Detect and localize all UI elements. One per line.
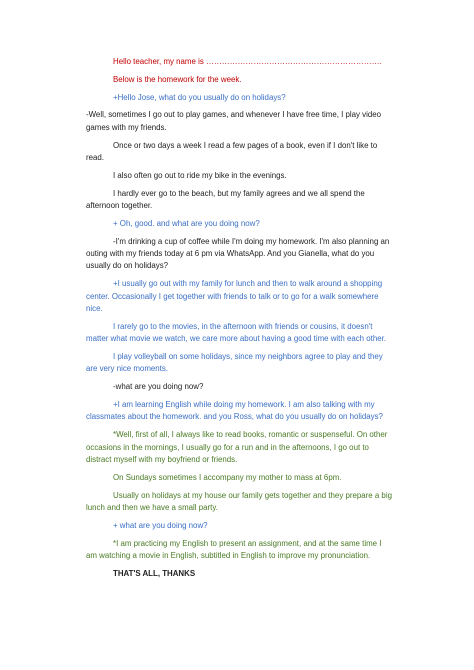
answer-jose-reading: Once or two days a week I read a few pages of a book, even if I don't like to read. — [86, 140, 378, 162]
answer-gianella-lunch: +I usually go out with my family for lunch and then to walk around a shopping center. Occasionally I get together with friends to talk or to go for a walk somewhere nice. — [86, 279, 383, 314]
answer-ross-reading: *Well, first of all, I always like to read books, romantic or suspenseful. On other occasions in the mornings, I usually go for a run and in the afternoons, I go out to distract myself with my boyfriend or friends. — [86, 430, 388, 465]
answer-jose-bike: I also often go out to ride my bike in the evenings. — [113, 170, 287, 180]
closing-line: THAT'S ALL, THANKS — [113, 568, 196, 578]
answer-gianella-volleyball: I play volleyball on some holidays, since my neighbors agree to play and they are very nice moments. — [86, 352, 383, 374]
question-now-1: + Oh, good. and what are you doing now? — [113, 218, 260, 228]
answer-ross-now: *I am practicing my English to present an assignment, and at the same time I am watching a movie in English, subtitled in English to improve my pronunciation. — [86, 538, 382, 561]
question-now-3: + what are you doing now? — [113, 520, 208, 530]
question-jose: +Hello Jose, what do you usually do on holidays? — [113, 92, 286, 102]
question-now-2: -what are you doing now? — [113, 382, 204, 392]
homework-intro: Below is the homework for the week. — [113, 74, 242, 84]
answer-gianella-now: +I am learning English while doing my homework. I am also talking with my classmates about the homework. and you Ross, what do you usually do on holidays? — [86, 400, 383, 422]
answer-ross-lunch: Usually on holidays at my house our family gets together and they prepare a big lunch and then we have a small party. — [86, 490, 392, 513]
answer-jose-beach: I hardly ever go to the beach, but my family agrees and we all spend the afternoon together. — [86, 188, 365, 210]
answer-jose-games: -Well, sometimes I go out to play games, and whenever I have free time, I play video games with my friends. — [86, 110, 382, 132]
greeting-line: Hello teacher, my name is …………………………………………………………. — [113, 57, 382, 66]
answer-ross-mass: On Sundays sometimes I accompany my mother to mass at 6pm. — [113, 472, 342, 482]
answer-jose-now: -I'm drinking a cup of coffee while I'm doing my homework. I'm also planning an outing with my friends today at 6 pm via WhatsApp. And you Gianella, what do you usually do on holidays? — [86, 236, 390, 271]
answer-gianella-movies: I rarely go to the movies, in the afternoon with friends or cousins, it doesn't matter what movie we watch, we care more about having a good time with each other. — [86, 321, 386, 344]
